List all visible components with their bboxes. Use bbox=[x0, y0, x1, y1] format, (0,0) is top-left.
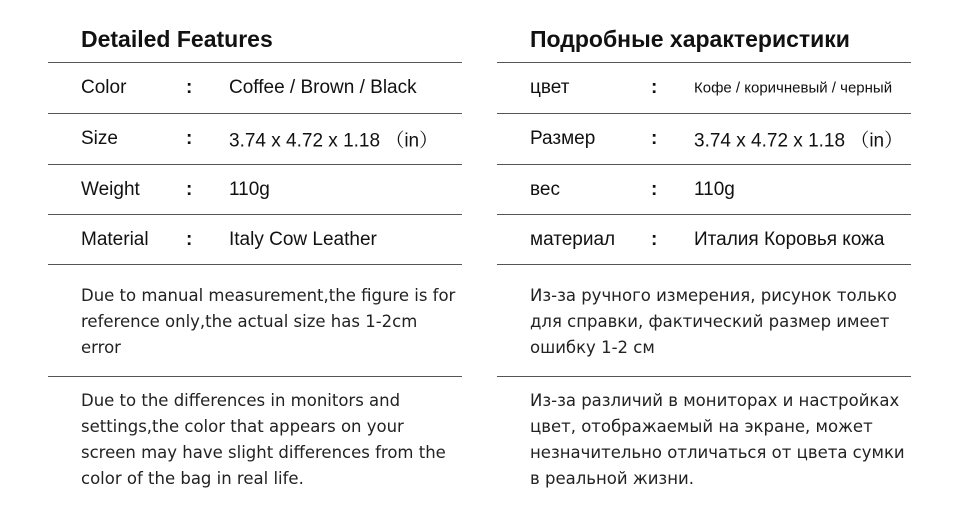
spec-row-color bbox=[48, 63, 462, 113]
measurement-note: Due to manual measurement,the figure is for reference only,the actual size has 1-2cm error bbox=[81, 286, 456, 357]
divider bbox=[48, 264, 462, 265]
color-note: Из-за различий в мониторах и настройках цвет, отображаемый на экране, может незначительно отличаться от цвета сумки в реальной жизни. bbox=[530, 391, 905, 488]
spec-separator: : bbox=[186, 229, 193, 250]
spec-separator: : bbox=[651, 128, 658, 149]
spec-value: 3.74 x 4.72 x 1.18 （in） bbox=[694, 130, 904, 152]
page-title: Подробные характеристики bbox=[530, 26, 850, 52]
spec-row-material bbox=[497, 215, 911, 265]
spec-label: материал bbox=[530, 229, 616, 250]
spec-row-size bbox=[497, 114, 911, 164]
spec-row-weight bbox=[497, 165, 911, 215]
spec-value: 110g bbox=[694, 179, 735, 200]
spec-separator: : bbox=[651, 179, 658, 200]
measurement-note: Из-за ручного измерения, рисунок только для справки, фактический размер имеет ошибку 1-2 см bbox=[530, 286, 897, 357]
spec-value: Италия Коровья кожа bbox=[694, 229, 885, 250]
divider bbox=[497, 376, 911, 377]
page-title: Detailed Features bbox=[81, 26, 273, 52]
spec-label: Weight bbox=[81, 179, 140, 200]
spec-separator: : bbox=[186, 179, 193, 200]
spec-value: Italy Cow Leather bbox=[229, 229, 377, 250]
spec-row-size bbox=[48, 114, 462, 164]
divider bbox=[497, 264, 911, 265]
spec-label: вес bbox=[530, 179, 560, 200]
spec-separator: : bbox=[186, 128, 193, 149]
spec-separator: : bbox=[186, 77, 193, 98]
spec-value: Кофе / коричневый / черный bbox=[694, 79, 893, 97]
color-note: Due to the differences in monitors and settings,the color that appears on your screen may have slight differences from the color of the bag in real life. bbox=[81, 391, 446, 488]
spec-row-material bbox=[48, 215, 462, 265]
spec-row-weight bbox=[48, 165, 462, 215]
spec-value: Coffee / Brown / Black bbox=[229, 77, 417, 98]
spec-value: 3.74 x 4.72 x 1.18 （in） bbox=[229, 130, 439, 152]
spec-separator: : bbox=[651, 77, 658, 98]
spec-label: Material bbox=[81, 229, 149, 250]
spec-label: Размер bbox=[530, 128, 596, 149]
spec-label: Color bbox=[81, 77, 127, 98]
divider bbox=[48, 376, 462, 377]
spec-label: цвет bbox=[530, 77, 570, 98]
spec-value: 110g bbox=[229, 179, 270, 200]
spec-separator: : bbox=[651, 229, 658, 250]
spec-row-color bbox=[497, 63, 911, 113]
spec-label: Size bbox=[81, 128, 118, 149]
